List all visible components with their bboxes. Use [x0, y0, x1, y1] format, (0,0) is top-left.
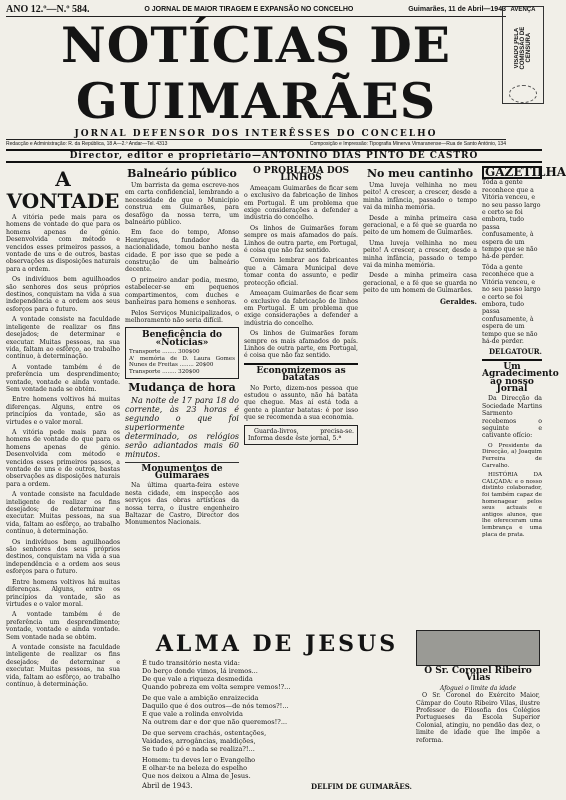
- column-5: [482, 165, 566, 691]
- cantinho-text: Uma luveja velhinha no meu peito! A crescer, a crescer, desde a minha infância, passado o tempo vai da minha memória.: [363, 239, 477, 270]
- masthead-info: [6, 139, 506, 147]
- paragraph: Ameaçam Guimarães de ficar sem o exclusivo da fabricação de linhos em Portugal. É um problema que exige considerações a defender a indústria do concelho.: [244, 184, 358, 222]
- poem-line: Homem: tu deves ler o Evangelho: [142, 756, 256, 764]
- obituary-subtitle: Afoguei o limite da idade: [439, 684, 517, 692]
- poem-line: De que vale a riqueza desmedida: [142, 675, 253, 683]
- paragraph: Os linhos de Guimarães foram sempre os mais afamados do país. Linhos de outra parte, em Portugal, é coisa que não faz sentido.: [244, 224, 358, 255]
- newspaper-subtitle: JORNAL DEFENSOR DOS INTERÊSSES DO CONCELHO: [74, 129, 438, 139]
- divider: [244, 363, 358, 365]
- poem-title: ALMA DE JESUS: [155, 631, 399, 657]
- paragraph: A vontade também é de preferência um desprendimento; vontade, vontade e ainda vontade. Sem vontade nada se obtém.: [6, 611, 120, 641]
- poem-line: Do berço donde vimos, lá iremos...: [142, 667, 258, 675]
- headline-a-vontade: A VONTADE: [6, 167, 120, 213]
- headline-balneario: Balneário público: [127, 167, 237, 180]
- poem-line: Se tudo é pó e nada se realiza?!...: [142, 745, 255, 753]
- poem-footer: [142, 782, 412, 791]
- poem-line: Quando pobreza em volta sempre vemos!?...: [142, 683, 291, 691]
- newspaper-title: NOTÍCIAS DE GUIMARÃES: [60, 16, 452, 130]
- censorship-stamp-icon: [509, 85, 537, 103]
- beneficencia-line: Transporte ........ 320$00: [129, 368, 200, 375]
- poem-date: Abril de 1943.: [142, 782, 193, 790]
- paragraph: Os indivíduos bem aguilhoados são senhores dos seus próprios destinos, conquistam na vida a sua independência e a ordem aos seus esforços para o futuro.: [6, 538, 120, 576]
- poem-line: E olhar-te na beleza do espelho: [142, 764, 248, 772]
- paragraph: Convém lembrar aos fabricantes que a Câmara Municipal deve tomar conta do assunto, e pedir protecção oficial.: [244, 257, 358, 287]
- poem-author: DELFIM DE GUIMARÃES.: [311, 782, 412, 791]
- paragraph: Em face do tempo, Afonso Henriques, fundador da nacionalidade, tomou banho nesta cidade. É por isso que se pede a construção de um balneário decente.: [125, 229, 239, 274]
- gazetilha-title: GAZETILHA: [482, 166, 542, 179]
- cantinho-text: Uma luveja velhinha no meu peito! A crescer, a crescer, desde a minha infância, passado o tempo vai da minha memória.: [363, 182, 477, 212]
- censorship-label: VISADO PELA COMISSÃO DE CENSURA: [514, 26, 532, 70]
- beneficencia-line: Transporte ........ 300$00: [129, 349, 200, 356]
- gazetilha-verse: Tôda a gente reconhece que a Vitória venceu, e no seu passo largo e certo se foi embora, tudo passa confusamente, à espera de um tempo que se não há-de perder.: [482, 263, 541, 345]
- agradecimento-text: Da Direcção da Sociedade Martins Sarmento recebemos o seguinte e cativante ofício:: [482, 395, 542, 440]
- paragraph: Entre homens voltivos há muitas diferenças. Alguns, entre os princípios da vontade, são as virtudes e o valor moral.: [6, 578, 120, 608]
- paragraph: A vontade consiste na faculdade inteligente de realizar os fins desejados; de determinar e executar. Muitas pessoas, na sua vida, faltam ao esfôrço, ao trabalho contínuo, à determinação.: [6, 643, 120, 688]
- paragraph: A vitória pede mais para os homens de vontade do que para os homens apenas de génio. Desenvolvida com método e vencidos esses primeiros passos, a vontade de uns e de outros, bastas observações as disposições naturais para a ordem.: [6, 214, 120, 273]
- composicao-info: Composição e Impressão: Tipografia Minerva Vimaranense—Rua de Santo António, 134: [309, 141, 506, 147]
- headline-mudanca-hora: Mudança de hora: [128, 380, 236, 394]
- cantinho-text: Desde a minha primeira casa geracional, e a fé que se guarda no peito de um homem de Guimarães.: [363, 272, 477, 295]
- obituary-section: [416, 628, 540, 747]
- paragraph: Entre homens voltivos há muitas diferenças. Alguns, entre os princípios da vontade, são as virtudes e o valor moral.: [6, 396, 120, 426]
- paragraph: A vontade consiste na faculdade inteligente de realizar os fins desejados; de determinar e executar. Muitas pessoas, na sua vida, faltam ao esfôrço, ao trabalho contínuo, à determinação.: [6, 316, 120, 361]
- poem-line: Que nos deixou a Alma de Jesus.: [142, 772, 251, 780]
- historia-text: HISTÓRIA DA CALÇADA: e o nosso distinto colaborador, foi também capaz de homenagear pelos seus actuais e antigos alunos, que lhe ofereceram uma lembrança e uma placa de prata.: [482, 472, 542, 538]
- slogan: O JORNAL DE MAIOR TIRAGEM E EXPANSÃO NO CONCELHO: [144, 6, 354, 13]
- cantinho-signature: Geraldes.: [439, 296, 477, 306]
- redacao-info: Redacção e Administração: R. da República, 18 A—2.º Andar—Tel. 4313: [6, 141, 168, 147]
- poem-line: De que vale a ambição enraizecida: [142, 694, 259, 702]
- mudanca-text: Na noite de 17 para 18 do corrente, às 23 horas é segundo o que foi superiormente determinado, os relógios serão adiantados mais 60 minutos.: [125, 395, 239, 459]
- paragraph: A vontade consiste na faculdade inteligente de realizar os fins desejados; de determinar e executar. Muitas pessoas, na sua vida, faltam ao esfôrço, ao trabalho contínuo, à determinação.: [6, 491, 120, 536]
- cantinho-text: Desde a minha primeira casa geracional, e a fé que se guarda no peito de um homem de Guimarães.: [363, 214, 477, 237]
- paragraph: Ameaçam Guimarães de ficar sem o exclusivo da fabricação de linhos em Portugal. É um problema que exige considerações a defender a indústria do concelho.: [244, 290, 358, 327]
- paragraph: A vitória pede mais para os homens de vontade do que para os homens apenas de génio. Desenvolvida com método e vencidos esses primeiros passos, a vontade de uns e de outros, bastas observações as disposições naturais para a ordem.: [6, 428, 120, 488]
- paragraph: Os indivíduos bem aguilhoados são senhores dos seus próprios destinos, conquistam na vida a sua independência e a ordem aos seus esforços para o futuro.: [6, 276, 120, 313]
- portrait-photo: [416, 630, 540, 666]
- divider: [482, 359, 542, 361]
- poem-section: [142, 628, 412, 791]
- paragraph: O primeiro andar podia, mesmo, estabelecer-se em pequenos compartimentos, com duches e banheiras para homens e senhoras.: [125, 276, 239, 307]
- beneficencia-line: A' memória de D. Laura Gomes Nunes de Freitas ........ 20$00: [129, 355, 235, 369]
- poem-line: Daquilo que é dos outros—de nós temos?!...: [142, 702, 289, 710]
- obituary-title: O Sr. Coronel Ribeiro Vilas: [424, 666, 532, 684]
- headline-economizemos: Economizemos as batatas: [256, 365, 346, 384]
- beneficencia-box: [125, 327, 239, 378]
- guardalivros-ad: Guarda-livros, precisa-se. Informa desde êste jornal, 5.ª: [244, 425, 358, 446]
- poem-line: Vaidades, arrogâncias, maldições,: [142, 737, 256, 745]
- headline-monumentos: Monumentos de Guimarães: [141, 463, 223, 481]
- paragraph: Os linhos de Guimarães foram sempre os mais afamados do país. Linhos de outra parte, em Portugal, é coisa que não faz sentido.: [244, 330, 358, 360]
- headline-agradecimento: Um Agradecimento ao nosso Jornal: [482, 361, 559, 394]
- issue-date: Guimarães, 11 de Abril—1943: [408, 6, 506, 13]
- poem-line: De que servem crachás, ostentações,: [142, 729, 267, 737]
- avenca-label: AVENÇA: [510, 7, 536, 13]
- poem-line: É tudo transitório nesta vida:: [142, 659, 240, 667]
- divider: [125, 462, 239, 463]
- agradecimento-signature: O Presidente da Direcção, a) Joaquim Ferreira de Carvalho.: [482, 442, 542, 469]
- column-3: [244, 166, 358, 691]
- obituary-text: O Sr. Coronel do Exército Maior, Câmpar do Couto Ribeiro Vilas, ilustre Professor de Filosofia dos Colégios Portugueses da Escola Superior Colonial, atingiu, no pendão das dez, o limite de idade que lhe impõe a reforma.: [416, 692, 540, 744]
- poem-line: Na outrem dar e dor que não queremos!?...: [142, 718, 288, 726]
- censorship-box: [502, 6, 544, 104]
- economizemos-text: No Porto, dizem-nos pessoa que estudou o assunto, não há batata que chegue. Mas aí está toda a gente a plantar batatas: é por isso que se recomenda a sua economia.: [244, 384, 358, 422]
- beneficencia-title: Beneficência do «Notícias»: [141, 330, 223, 348]
- issue-number: ANO 12.º—N.º 584.: [6, 4, 90, 15]
- headline-cantinho: No meu cantinho: [366, 167, 474, 180]
- monumentos-text: Na última quarta-feira esteve nesta cidade, em inspecção aos serviços das obras artísticas da nossa terra, o ilustre engenheiro Baltazar de Castro, Director dos Monumentos Nacionais.: [125, 482, 239, 527]
- column-4: [363, 166, 477, 691]
- columns: [6, 165, 566, 691]
- headline-linhos: O PROBLEMA DOS LINHOS: [252, 166, 350, 184]
- paragraph: Um barrista da gema escreve-nos em carta confidencial, lembrando a necessidade de que o Município construa em Guimarães, para desafôgo da nossa terra, um balneário público.: [125, 182, 239, 227]
- paragraph: Pelos Serviços Municipalizados, o melhoramento não seria difícil.: [125, 309, 239, 324]
- paragraph: A vontade também é de preferência um desprendimento; vontade, vontade e ainda vontade. Sem vontade nada se obtém.: [6, 363, 120, 393]
- column-2: [125, 166, 239, 691]
- gazetilha-verse: Tôda a gente reconhece que a Vitória venceu, e no seu passo largo e certo se foi embora, tudo passa confusamente, à espera de um tempo que se não há-de perder.: [482, 179, 541, 261]
- poem-line: E que vale a rolinda envolvida: [142, 710, 243, 718]
- column-1: [6, 166, 120, 691]
- gazetilha-signature: DELGATOUR.: [488, 347, 542, 357]
- director-line: Director, editor e proprietário—ANTONINO DIAS PINTO DE CASTRO: [6, 149, 542, 163]
